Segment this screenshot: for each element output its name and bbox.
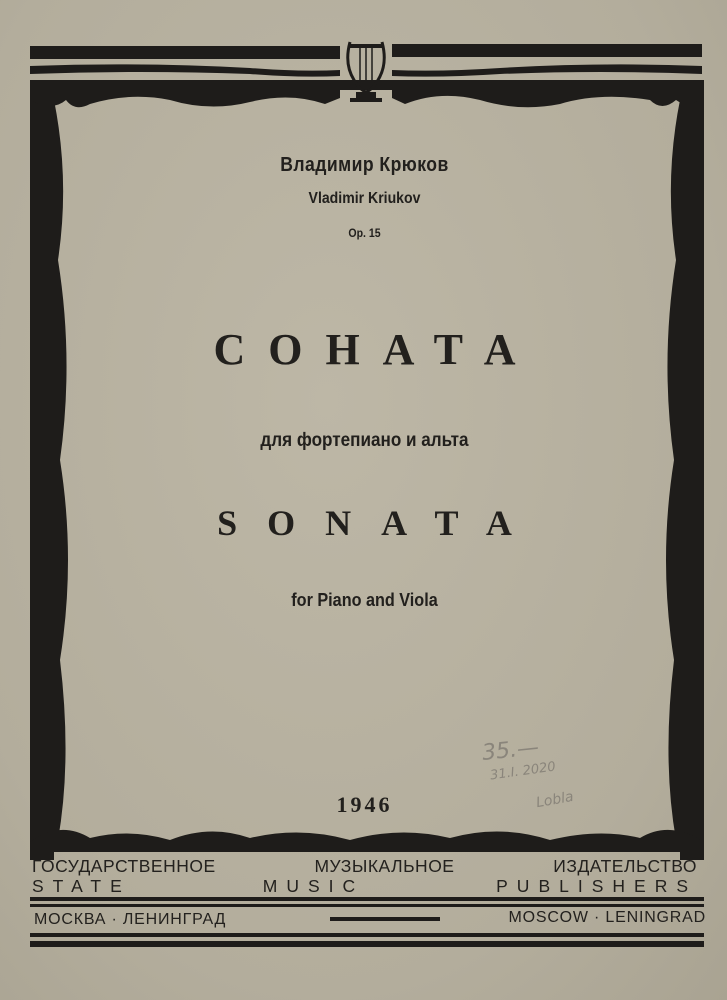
publisher-cities-ru: МОСКВА · ЛЕНИНГРАД xyxy=(34,911,227,928)
publisher-cities-en: MOSCOW · LENINGRAD xyxy=(508,909,706,926)
publisher-name-en: STATE MUSIC PUBLISHERS xyxy=(32,876,697,896)
title-panel xyxy=(62,102,667,838)
pencil-price-note: 35.— xyxy=(480,735,541,766)
lyre-icon xyxy=(348,42,385,102)
title-en: SONATA xyxy=(217,503,542,543)
composer-name-en: Vladimir Kriukov xyxy=(308,190,421,207)
subtitle-en: for Piano and Viola xyxy=(291,590,438,610)
opus-number: Op. 15 xyxy=(348,226,381,240)
publisher-name-ru: ГОСУДАРСТВЕННОЕ МУЗЫКАЛЬНОЕ ИЗДАТЕЛЬСТВО xyxy=(32,856,697,876)
title-ru: СОНАТА xyxy=(213,325,539,374)
publication-year: 1946 xyxy=(336,792,393,817)
pencil-code-note: Lobla xyxy=(534,788,575,812)
subtitle-ru: для фортепиано и альта xyxy=(260,430,469,451)
pencil-date-note: 31.I. 2020 xyxy=(489,759,557,784)
composer-name-ru: Владимир Крюков xyxy=(280,154,449,176)
